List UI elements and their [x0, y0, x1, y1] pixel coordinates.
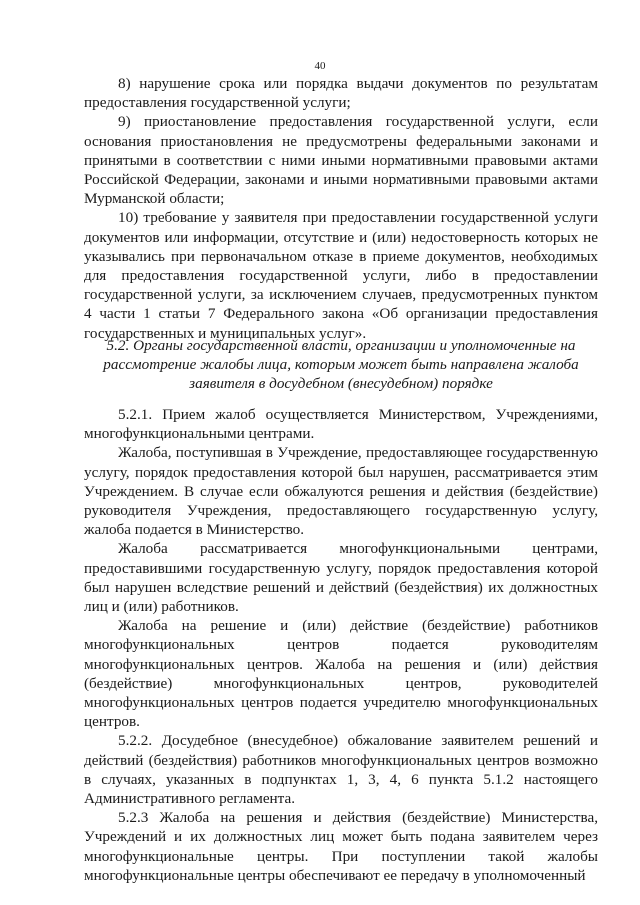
section-heading: 5.2. Органы государственной власти, организации и уполномоченные на рассмотрение жалобы лица, которым может быть направлена жалоба заявителя в досудебном (внесудебном) порядке [103, 337, 579, 393]
list-item-10: 10) требование у заявителя при предоставлении государственной услуги документов или информации, отсутствие и (или) недостоверность которых не указывались при первоначальном отказе в приеме документов, необходимых для предоставления государственной услуги, либо в предоставлении государственной услуги, за исключением случаев, предусмотренных пунктом 4 части 1 статьи 7 Федерального закона «Об организации предоставления государственных и муниципальных услуг». [84, 209, 598, 342]
paragraph-5-2-1: 5.2.1. Прием жалоб осуществляется Министерством, Учреждениями, многофункциональными центрами. [84, 406, 598, 443]
paragraph: Жалоба рассматривается многофункциональными центрами, предоставившими государственную услугу, порядок предоставления которой был нарушен вследствие решений и действий (бездействия) их должностных лиц и (или) работников. [84, 540, 598, 616]
section-body [84, 405, 598, 885]
list-block [84, 74, 598, 343]
paragraph-5-2-3: 5.2.3 Жалоба на решения и действия (бездействие) Министерства, Учреждений и их должностных лиц может быть подана заявителем через многофункциональные центры. При поступлении такой жалобы многофункциональные центры обеспечивают ее передачу в уполномоченный [84, 809, 598, 884]
paragraph-5-2-2: 5.2.2. Досудебное (внесудебное) обжалование заявителем решений и действий (бездействия) работников многофункциональных центров возможно в случаях, указанных в подпунктах 1, 3, 4, 6 пункта 5.1.2 настоящего Административного регламента. [84, 732, 598, 808]
paragraph: Жалоба, поступившая в Учреждение, предоставляющее государственную услугу, порядок предоставления которой был нарушен, рассматривается этим Учреждением. В случае если обжалуются решения и действия (бездействие) руководителя Учреждения, предоставляющего государственную услугу, жалоба подается в Министерство. [84, 444, 598, 539]
page-number: 40 [314, 60, 326, 72]
list-item-8: 8) нарушение срока или порядка выдачи документов по результатам предоставления государственной услуги; [84, 75, 598, 112]
list-item-9: 9) приостановление предоставления государственной услуги, если основания приостановления не предусмотрены федеральными законами и принятыми в соответствии с ними иными нормативными правовыми актами Российской Федерации, законами и иными нормативными правовыми актами Мурманской области; [84, 113, 598, 208]
paragraph: Жалоба на решение и (или) действие (бездействие) работников многофункциональных центров подается руководителям многофункциональных центров. Жалоба на решения и (или) действия (бездействие) многофункциональных центров, руководителей многофункциональных центров подается учредителю многофункциональных центров. [84, 617, 598, 731]
